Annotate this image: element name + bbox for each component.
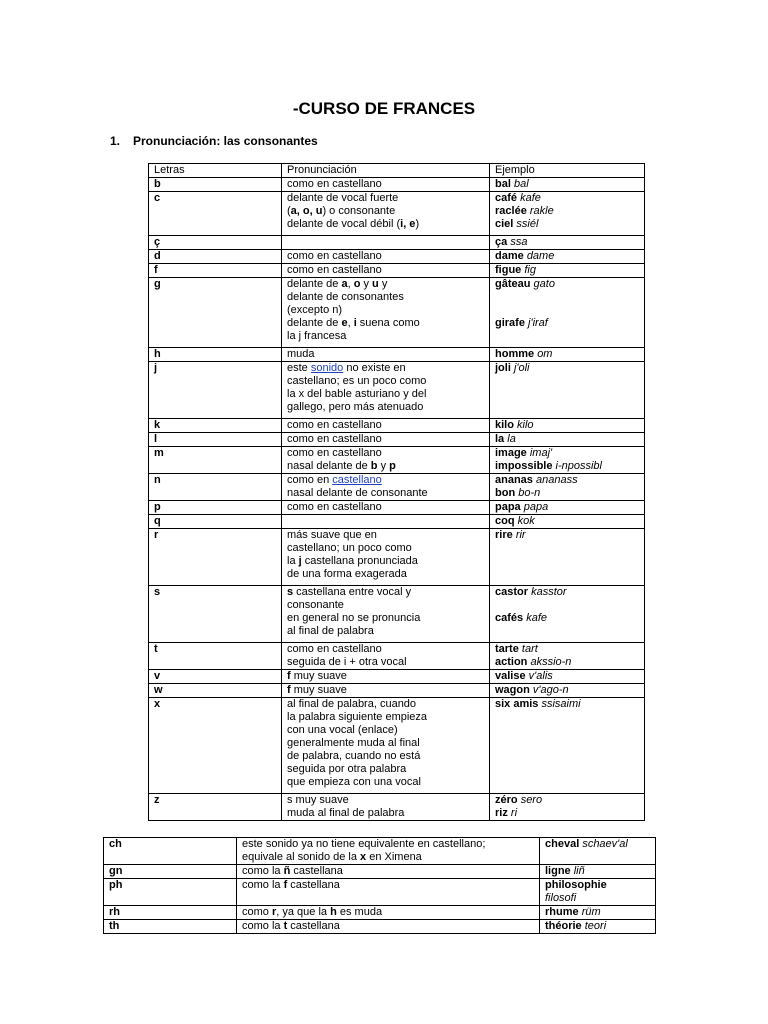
pronunciation-cell: al final de palabra, cuando la palabra siguiente empieza con una vocal (enlace) generalmente muda al final de palabra, cuando no está seguida por otra palabra que empieza con una vocal — [282, 698, 490, 794]
consonant-row — [149, 178, 645, 192]
section-title: Pronunciación: las consonantes — [133, 134, 318, 148]
section-number: 1. — [110, 134, 121, 148]
digraph-row — [104, 906, 656, 920]
digraph-row — [104, 879, 656, 906]
consonant-row — [149, 250, 645, 264]
consonant-row — [149, 529, 645, 586]
pronunciation-cell: muda — [282, 348, 490, 362]
letter-cell: t — [149, 643, 282, 670]
letter-cell: gn — [104, 865, 237, 879]
example-cell: castor kasstor cafés kafe — [490, 586, 645, 643]
consonant-row — [149, 348, 645, 362]
pronunciation-cell: este sonido ya no tiene equivalente en castellano; equivale al sonido de la x en Ximena — [237, 838, 540, 865]
pronunciation-cell: s castellana entre vocal y consonante en general no se pronuncia al final de palabra — [282, 586, 490, 643]
pronunciation-cell — [282, 236, 490, 250]
letter-cell: j — [149, 362, 282, 419]
consonant-row — [149, 433, 645, 447]
letter-cell: q — [149, 515, 282, 529]
consonant-row — [149, 670, 645, 684]
letter-cell: v — [149, 670, 282, 684]
consonant-row — [149, 419, 645, 433]
consonant-row — [149, 515, 645, 529]
example-cell: cheval schaev'al — [540, 838, 656, 865]
pronunciation-cell: como en castellano — [282, 501, 490, 515]
example-cell: figue fig — [490, 264, 645, 278]
example-cell: homme om — [490, 348, 645, 362]
example-cell: zéro sero riz ri — [490, 794, 645, 821]
consonant-row — [149, 264, 645, 278]
section-heading — [110, 134, 318, 148]
pronunciation-cell: como la t castellana — [237, 920, 540, 934]
pronunciation-cell: como en castellano seguida de i + otra vocal — [282, 643, 490, 670]
letter-cell: r — [149, 529, 282, 586]
pronunciation-cell: como en castellano — [282, 264, 490, 278]
example-cell: bal bal — [490, 178, 645, 192]
example-cell: ligne liñ — [540, 865, 656, 879]
consonant-row — [149, 236, 645, 250]
pronunciation-cell: como en castellano nasal delante de consonante — [282, 474, 490, 501]
consonant-row — [149, 698, 645, 794]
example-cell: tarte tart action akssio-n — [490, 643, 645, 670]
letter-cell: p — [149, 501, 282, 515]
letter-cell: f — [149, 264, 282, 278]
example-cell: papa papa — [490, 501, 645, 515]
consonant-row — [149, 684, 645, 698]
pronunciation-cell: más suave que en castellano; un poco como la j castellana pronunciada de una forma exagerada — [282, 529, 490, 586]
example-cell: image imaj' impossible i-npossibl — [490, 447, 645, 474]
letter-cell: w — [149, 684, 282, 698]
header-example: Ejemplo — [490, 164, 645, 178]
pronunciation-cell: como la f castellana — [237, 879, 540, 906]
consonants-table — [148, 163, 645, 821]
pronunciation-cell: como r, ya que la h es muda — [237, 906, 540, 920]
letter-cell: n — [149, 474, 282, 501]
consonant-row — [149, 192, 645, 236]
pronunciation-cell: como en castellano — [282, 178, 490, 192]
digraph-row — [104, 838, 656, 865]
letter-cell: ch — [104, 838, 237, 865]
example-cell: théorie teori — [540, 920, 656, 934]
example-cell: rhume rüm — [540, 906, 656, 920]
consonant-row — [149, 278, 645, 348]
letter-cell: rh — [104, 906, 237, 920]
digraphs-table — [103, 837, 656, 934]
letter-cell: g — [149, 278, 282, 348]
letter-cell: ph — [104, 879, 237, 906]
pronunciation-cell — [282, 515, 490, 529]
consonant-row — [149, 501, 645, 515]
pronunciation-cell: delante de vocal fuerte (a, o, u) o consonante delante de vocal débil (i, e) — [282, 192, 490, 236]
letter-cell: h — [149, 348, 282, 362]
consonant-row — [149, 643, 645, 670]
example-cell: ça ssa — [490, 236, 645, 250]
example-cell: six amis ssisaimi — [490, 698, 645, 794]
example-cell: wagon v'ago-n — [490, 684, 645, 698]
example-cell: valise v'alis — [490, 670, 645, 684]
header-letters: Letras — [149, 164, 282, 178]
example-cell: gâteau gato girafe j'iraf — [490, 278, 645, 348]
letter-cell: b — [149, 178, 282, 192]
pronunciation-cell: como en castellano — [282, 250, 490, 264]
document-title: -CURSO DE FRANCES — [292, 99, 476, 118]
example-cell: ananas ananass bon bo-n — [490, 474, 645, 501]
letter-cell: c — [149, 192, 282, 236]
letter-cell: m — [149, 447, 282, 474]
letter-cell: l — [149, 433, 282, 447]
letter-cell: k — [149, 419, 282, 433]
pronunciation-cell: este sonido no existe en castellano; es un poco como la x del bable asturiano y del gallego, pero más atenuado — [282, 362, 490, 419]
letter-cell: s — [149, 586, 282, 643]
consonant-row — [149, 474, 645, 501]
example-cell: café kafe raclée rakle ciel ssiél — [490, 192, 645, 236]
digraph-row — [104, 920, 656, 934]
pronunciation-cell: como en castellano — [282, 419, 490, 433]
consonant-row — [149, 586, 645, 643]
consonant-row — [149, 362, 645, 419]
consonant-row — [149, 794, 645, 821]
table-header-row — [149, 164, 645, 178]
letter-cell: th — [104, 920, 237, 934]
letter-cell: z — [149, 794, 282, 821]
example-cell: dame dame — [490, 250, 645, 264]
consonant-row — [149, 447, 645, 474]
letter-cell: x — [149, 698, 282, 794]
example-cell: philosophie filosofi — [540, 879, 656, 906]
pronunciation-cell: como la ñ castellana — [237, 865, 540, 879]
pronunciation-cell: como en castellano — [282, 433, 490, 447]
digraph-row — [104, 865, 656, 879]
pronunciation-cell: f muy suave — [282, 670, 490, 684]
letter-cell: d — [149, 250, 282, 264]
letter-cell: ç — [149, 236, 282, 250]
example-cell: joli j'oli — [490, 362, 645, 419]
pronunciation-cell: f muy suave — [282, 684, 490, 698]
pronunciation-cell: delante de a, o y u y delante de consonantes (excepto n) delante de e, i suena como la j francesa — [282, 278, 490, 348]
example-cell: coq kok — [490, 515, 645, 529]
pronunciation-cell: como en castellano nasal delante de b y p — [282, 447, 490, 474]
pronunciation-cell: s muy suave muda al final de palabra — [282, 794, 490, 821]
header-pronunciation: Pronunciación — [282, 164, 490, 178]
example-cell: kilo kilo — [490, 419, 645, 433]
example-cell: la la — [490, 433, 645, 447]
example-cell: rire rir — [490, 529, 645, 586]
